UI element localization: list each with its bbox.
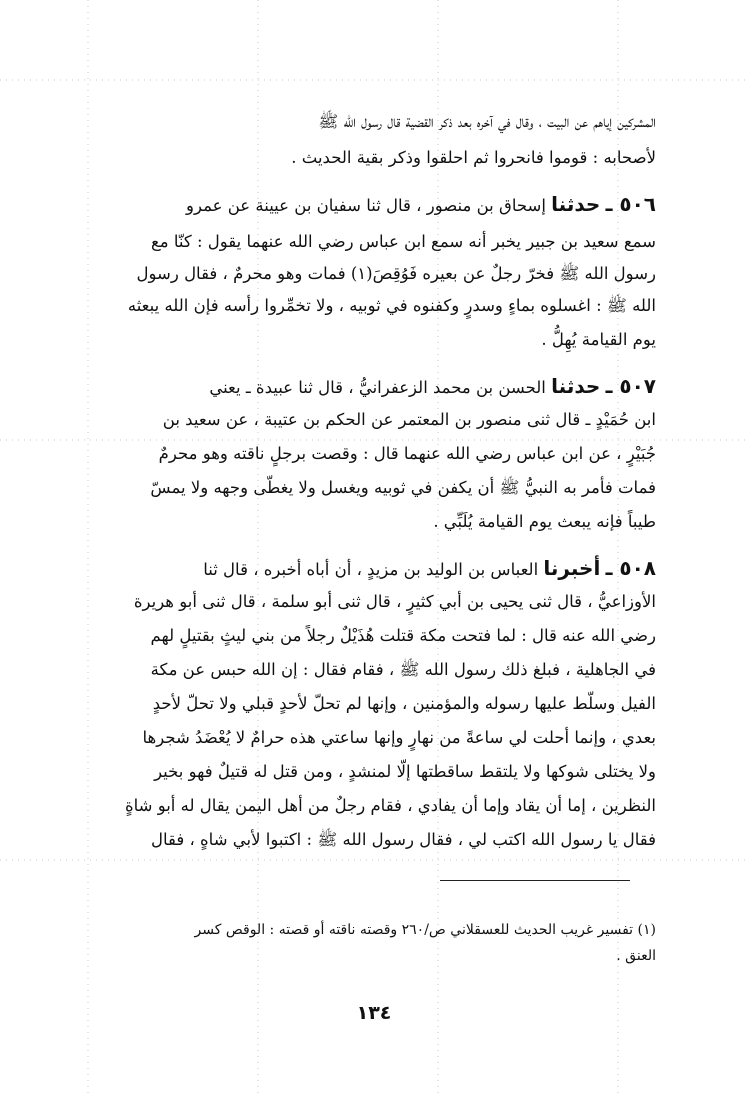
hadith-number: ٥٠٨ ـ [605, 556, 656, 580]
text-span: إسحاق بن منصور ، قال ثنا سفيان بن عيينة عن عمرو [186, 196, 546, 215]
text-span: العباس بن الوليد بن مزيدٍ ، أن أباه أخبره ، قال ثنا [203, 560, 539, 579]
text-line: طيباً فإنه يبعث يوم القيامة يُلَبِّي . [433, 512, 656, 531]
text-span: الحسن بن محمد الزعفرانيُّ ، قال ثنا عبيدة ـ يعني [209, 378, 546, 397]
text-line: فقال يا رسول الله اكتب لي ، فقال رسول الله ﷺ : اكتبوا لأبي شاهٍ ، فقال [150, 830, 656, 849]
text-line: بعدي ، وإنما أحلت لي ساعةً من نهارٍ وإنها ساعتي هذه حرامٌ لا يُعْضَدُ شجرها [142, 728, 656, 747]
text-line: فمات فأمر به النبيُّ ﷺ أن يكفن في ثوبيه ويغسل ولا يغطّى وجهه ولا يمسّ [150, 478, 656, 497]
hadith-number: ٥٠٦ ـ [605, 192, 656, 216]
text-line: لأصحابه : قوموا فانحروا ثم احلقوا وذكر بقية الحديث . [291, 148, 656, 167]
footnote-line: (١) تفسير غريب الحديث للعسقلاني ص/٢٦٠ وقصته ناقته أو قصته : الوقص كسر [194, 922, 656, 938]
text-line: في الجاهلية ، فبلغ ذلك رسول الله ﷺ ، فقام فقال : إن الله حبس عن مكة [150, 660, 656, 679]
narration-keyword: حدثنا [551, 374, 601, 398]
narration-keyword: حدثنا [551, 192, 601, 216]
text-line: الأوزاعيُّ ، قال ثنى يحيى بن أبي كثيرٍ ، قال ثنى أبو سلمة ، قال ثنى أبو هريرة [133, 592, 656, 611]
hadith-508-first-line [76, 556, 656, 582]
narration-keyword: أخبرنا [543, 556, 601, 580]
text-line: الفيل وسلّط عليها رسوله والمؤمنين ، وإنها لم تحلّ لأحدٍ قبلي ولا تحلّ لأحدٍ [152, 694, 656, 713]
text-line: المشركين إياهم عن البيت ، وقال في آخره بعد ذكر القضية قال رسول الله ﷺ [318, 112, 656, 131]
page-number: ١٣٤ [356, 1002, 392, 1024]
hadith-507-first-line [76, 374, 656, 400]
text-line: رضي الله عنه قال : لما فتحت مكة قتلت هُذَيْلٌ رجلاً من بني ليثٍ بقتيلٍ لهم [150, 626, 656, 645]
text-line: ابن حُمَيْدٍ ـ قال ثنى منصور بن المعتمر عن الحكم بن عتيبة ، عن سعيد بن [162, 410, 656, 429]
text-line: ولا يختلى شوكها ولا يلتقط ساقطتها إلّا لمنشدٍ ، ومن قتل له قتيلٌ فهو بخير [154, 762, 656, 781]
footnote-line: العنق . [616, 948, 656, 964]
text-line: سمع سعيد بن جبير يخبر أنه سمع ابن عباس رضي الله عنهما يقول : كنّا مع [150, 232, 656, 251]
text-line: الله ﷺ : اغسلوه بماءٍ وسدرٍ وكفنوه في ثوبيه ، ولا تخمِّروا رأسه فإن الله يبعثه [127, 296, 656, 315]
footnote-separator [440, 880, 630, 881]
hadith-506-first-line [76, 192, 656, 218]
text-line: جُبَيْرٍ ، عن ابن عباس رضي الله عنهما قال : وقصت برجلٍ ناقته وهو محرمٌ [158, 444, 656, 463]
text-line: النظرين ، إما أن يقاد وإما أن يفادي ، فقام رجلٌ من أهل اليمن يقال له أبو شاةٍ [124, 796, 656, 815]
text-line: رسول الله ﷺ فخرّ رجلٌ عن بعيره فَوُقِصَ(١) فمات وهو محرمٌ ، فقال رسول [136, 264, 656, 283]
text-line: يوم القيامة يُهِلُّ . [541, 330, 656, 349]
hadith-number: ٥٠٧ ـ [605, 374, 656, 398]
